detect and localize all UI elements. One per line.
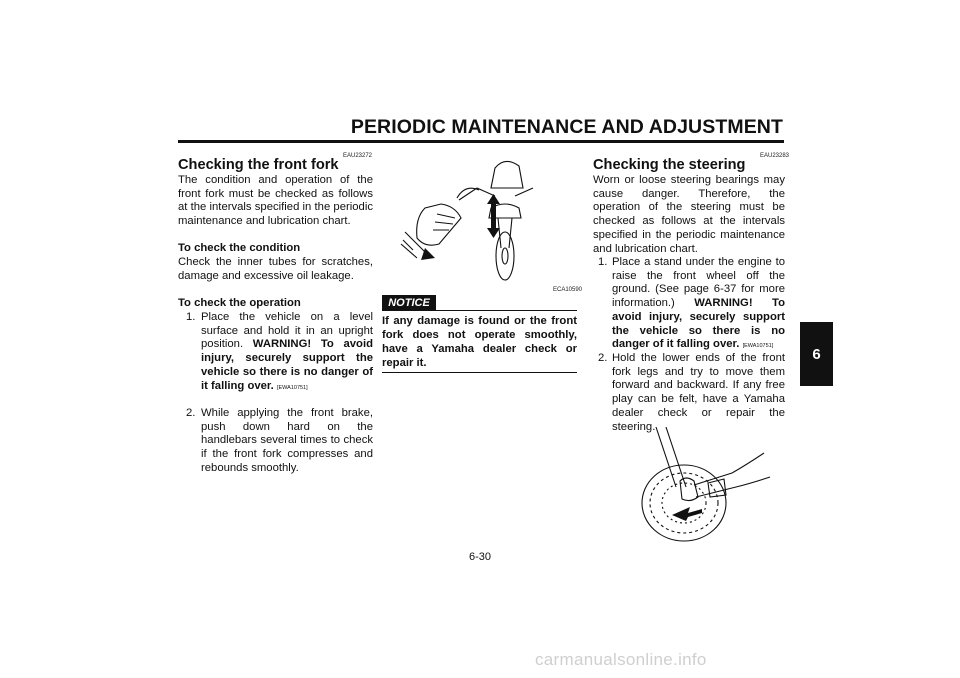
page-number: 6-30 [468, 551, 492, 563]
warning-text: WARNING! To avoid injury, securely support the vehicle so there is no danger of it falling over. [201, 338, 374, 392]
step-number: 1. [598, 256, 608, 268]
step-text [201, 311, 373, 395]
subhead-condition: To check the condition [178, 242, 301, 254]
step-1-instruction: Place the vehicle on a level surface and hold it in an upright position. [201, 311, 373, 351]
page-header-title: PERIODIC MAINTENANCE AND ADJUSTMENT [350, 116, 783, 138]
step-text: Hold the lower ends of the front fork legs and try to move them forward and backward. If any free play can be felt, have a Yamaha dealer check or repair the steering. [612, 352, 785, 433]
warning-code: [EWA10751] [742, 343, 774, 350]
notice-label: NOTICE [382, 295, 436, 311]
step-1-instruction: Place a stand under the engine to raise the front wheel off the ground. (See page 6-37 for more information.) [612, 256, 785, 310]
condition-text: Check the inner tubes for scratches, damage and excessive oil leakage. [178, 256, 373, 282]
section-code-front-fork: EAU23272 [343, 153, 373, 159]
notice-text: If any damage is found or the front fork does not operate smoothly, have a Yamaha dealer check or repair it. [382, 315, 577, 369]
fork-step-2 [186, 407, 373, 474]
subhead-operation: To check the operation [178, 297, 301, 309]
steering-check-illustration [636, 425, 772, 543]
step-number: 1. [186, 311, 196, 323]
figure-code: ECA10590 [553, 287, 583, 293]
section-code-steering: EAU23283 [760, 153, 790, 159]
warning-text: WARNING! To avoid injury, securely support the vehicle so there is no danger of it falling over. [612, 297, 785, 351]
step-text [612, 256, 785, 354]
steering-step-1 [598, 256, 785, 352]
front-fork-illustration [395, 148, 575, 283]
front-fork-intro: The condition and operation of the front fork must be checked as follows at the intervals specified in the periodic maintenance and lubrication chart. [178, 174, 373, 228]
fork-step-1 [186, 311, 373, 407]
steering-step-2 [598, 352, 785, 433]
notice-rule-top [436, 310, 577, 311]
steering-intro: Worn or loose steering bearings may cause danger. Therefore, the operation of the steering must be checked as follows at the intervals specified in the periodic maintenance and lubrication chart. [593, 174, 785, 255]
watermark: carmanualsonline.info [535, 650, 707, 669]
chapter-tab[interactable]: 6 [800, 322, 833, 386]
heading-steering: Checking the steering [593, 157, 746, 173]
step-number: 2. [186, 407, 196, 419]
header-rule [178, 140, 784, 143]
step-number: 2. [598, 352, 608, 364]
step-text: While applying the front brake, push down hard on the handlebars several times to check if the front fork compresses and rebounds smoothly. [201, 407, 373, 474]
warning-code: [EWA10751] [276, 384, 308, 391]
heading-front-fork: Checking the front fork [178, 157, 339, 173]
notice-rule-bottom [382, 372, 577, 373]
